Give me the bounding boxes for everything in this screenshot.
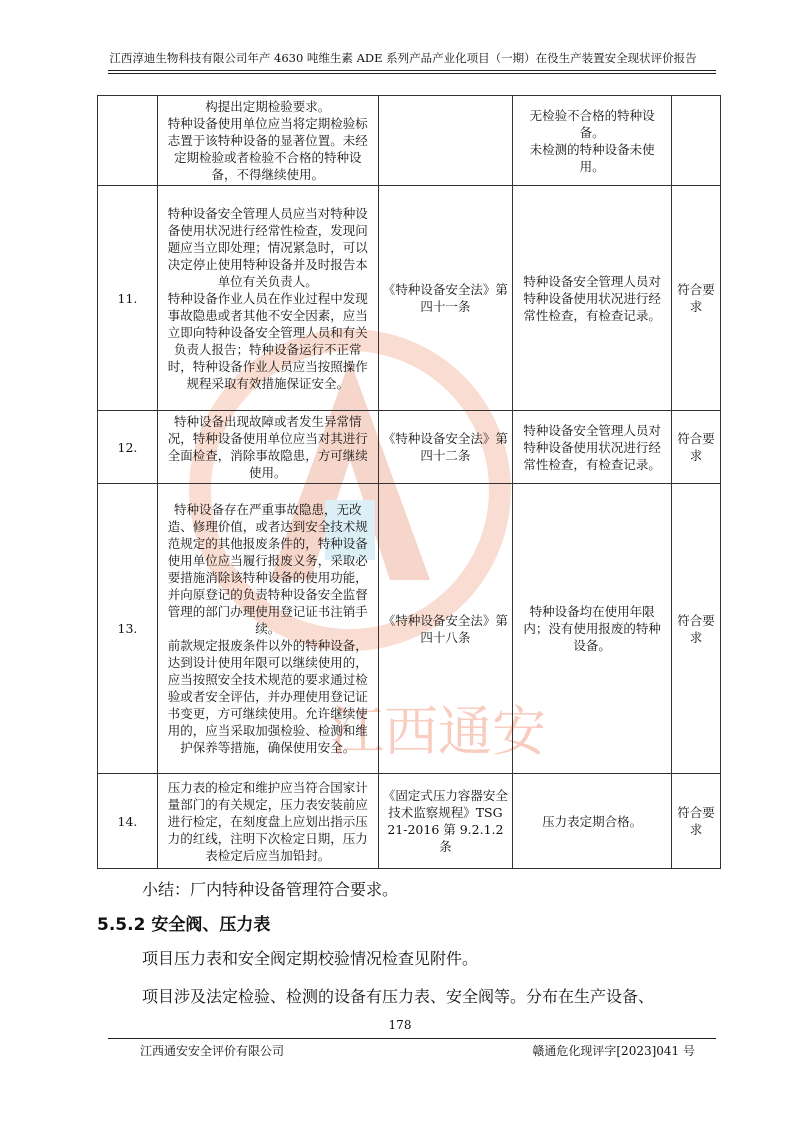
conclusion-cell: 符合要求 [672, 484, 721, 774]
conclusion-cell: 符合要求 [672, 774, 721, 869]
requirement-text: 构提出定期检验要求。 [205, 99, 331, 114]
basis-cell [378, 96, 513, 186]
basis-cell: 《特种设备安全法》第四十八条 [378, 484, 513, 774]
conclusion-cell: 符合要求 [672, 411, 721, 484]
basis-cell: 《固定式压力容器安全技术监察规程》TSG 21-2016 第 9.2.1.2 条 [378, 774, 513, 869]
header-rule [108, 70, 716, 71]
requirement-text: 特种设备使用单位应当将定期检验标志置于该特种设备的显著位置。未经定期检验或者检验不合格的特种设备，不得继续使用。 [167, 116, 368, 182]
basis-cell: 《特种设备安全法》第四十一条 [378, 186, 513, 411]
requirement-cell [157, 411, 378, 484]
row-number-cell: 12. [98, 411, 158, 484]
footer-rule [108, 1038, 716, 1039]
page-header: 江西淳迪生物科技有限公司年产 4630 吨维生素 ADE 系列产品产业化项目（一期）在役生产装置安全现状评价报告 [109, 51, 697, 65]
check-result-cell [513, 411, 672, 484]
requirement-text: 压力表的检定和维护应当符合国家计量部门的有关规定，压力表安装前应进行检定，在刻度盘上应划出指示压力的红线，注明下次检定日期，压力表检定后应当加铅封。 [167, 779, 368, 863]
requirement-text: 前款规定报废条件以外的特种设备，达到设计使用年限可以继续使用的，应当按照安全技术规范的要求通过检验或者安全评估，并办理使用登记证书变更，方可继续使用。允许继续使用的，应当采取加强检验、检测和维护保养等措施，确保使用安全。 [167, 638, 368, 755]
requirement-cell [157, 186, 378, 411]
page-number: 178 [388, 1018, 412, 1032]
check-text: 特种设备安全管理人员对特种设备使用状况进行经常性检查，有检查记录。 [523, 273, 661, 323]
requirement-cell [157, 774, 378, 869]
check-result-cell [513, 186, 672, 411]
row-number-cell [98, 96, 158, 186]
conclusion-cell: 符合要求 [672, 186, 721, 411]
row-number-cell: 13. [98, 484, 158, 774]
requirement-text: 特种设备出现故障或者发生异常情况，特种设备使用单位应当对其进行全面检查，消除事故隐患，方可继续使用。 [167, 414, 368, 480]
requirement-text: 特种设备安全管理人员应当对特种设备使用状况进行经常性检查，发现问题应当立即处理；情况紧急时，可以决定停止使用特种设备并及时报告本单位有关负责人。 [167, 205, 368, 289]
check-text: 无检验不合格的特种设备。 [529, 107, 655, 140]
requirement-text: 特种设备作业人员在作业过程中发现事故隐患或者其他不安全因素，应当立即向特种设备安全管理人员和有关负责人报告；特种设备运行不正常时，特种设备作业人员应当按照操作规程采取有效措施保证安全。 [167, 290, 368, 391]
inspection-table [97, 95, 721, 869]
table-row [98, 96, 721, 186]
check-text: 压力表定期合格。 [542, 813, 643, 829]
table-row [98, 484, 721, 774]
section-heading: 5.5.2 安全阀、压力表 [97, 915, 271, 935]
check-text: 特种设备安全管理人员对特种设备使用状况进行经常性检查，有检查记录。 [523, 422, 661, 472]
basis-cell: 《特种设备安全法》第四十二条 [378, 411, 513, 484]
paragraph: 项目压力表和安全阀定期校验情况检查见附件。 [142, 949, 479, 968]
header-rule-double [108, 73, 716, 74]
requirement-cell [157, 96, 378, 186]
check-text: 特种设备均在使用年限内；没有使用报废的特种设备。 [523, 604, 661, 653]
summary-text: 小结：厂内特种设备管理符合要求。 [142, 880, 399, 899]
check-text: 未检测的特种设备未使用。 [529, 141, 655, 174]
paragraph: 项目涉及法定检验、检测的设备有压力表、安全阀等。分布在生产设备、 [142, 987, 655, 1006]
check-result-cell [513, 774, 672, 869]
footer-report-code: 赣通危化现评字[2023]041 号 [532, 1044, 695, 1058]
conclusion-cell [672, 96, 721, 186]
table-row [98, 186, 721, 411]
row-number-cell: 14. [98, 774, 158, 869]
requirement-cell [157, 484, 378, 774]
row-number-cell: 11. [98, 186, 158, 411]
check-result-cell [513, 484, 672, 774]
requirement-text: 特种设备存在严重事故隐患，无改造、修理价值，或者达到安全技术规范规定的其他报废条件的，特种设备使用单位应当履行报废义务，采取必要措施消除该特种设备的使用功能，并向原登记的负责特种设备安全监督管理的部门办理使用登记证书注销手续。 [167, 502, 368, 636]
footer-company: 江西通安安全评价有限公司 [140, 1044, 285, 1058]
table-row [98, 774, 721, 869]
watermark-text: 江西通安 [330, 700, 546, 763]
table-row [98, 411, 721, 484]
check-result-cell [513, 96, 672, 186]
